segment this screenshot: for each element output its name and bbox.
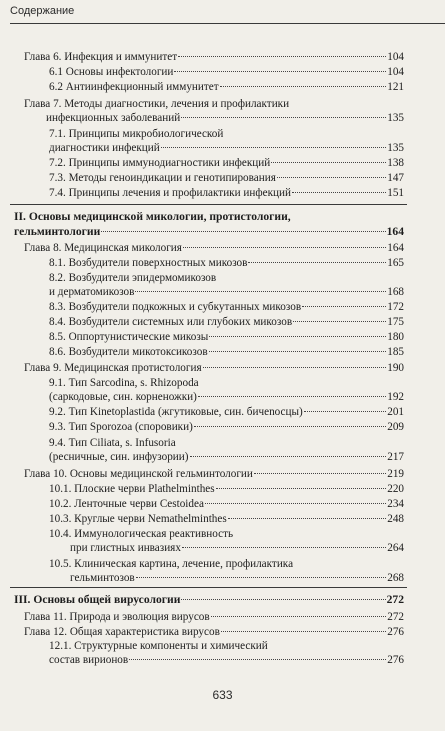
toc-entry[interactable]	[49, 420, 404, 434]
toc-page: 234	[387, 498, 404, 510]
toc-entry[interactable]	[24, 625, 404, 639]
toc-title: гельминтологии	[14, 225, 101, 238]
toc-title: гельминтозов	[70, 572, 135, 584]
toc-page: 138	[387, 157, 404, 169]
toc-title: 7.3. Методы геноиндикации и генотипирования	[49, 172, 276, 184]
toc-page: 192	[387, 391, 404, 403]
toc-entry[interactable]	[24, 610, 404, 624]
toc-title: Глава 11. Природа и эволюция вирусов	[24, 611, 210, 623]
toc-page: 165	[387, 257, 404, 269]
toc-entry[interactable]	[49, 330, 404, 344]
toc-title: 10.2. Ленточные черви Cestoidea	[49, 498, 204, 510]
leader-dots	[304, 411, 386, 412]
toc-page: 268	[387, 572, 404, 584]
leader-dots	[302, 306, 386, 307]
toc-title: 9.3. Тип Sporozoa (споровики)	[49, 421, 193, 433]
toc-page: 104	[387, 51, 404, 63]
toc-page: 220	[387, 483, 404, 495]
toc-title: Глава 9. Медицинская протистология	[24, 362, 202, 374]
toc-entry[interactable]	[49, 256, 404, 270]
toc-page: 172	[387, 301, 404, 313]
leader-dots	[198, 396, 386, 397]
leader-dots	[190, 456, 387, 457]
leader-dots	[174, 71, 386, 72]
toc-entry[interactable]	[49, 285, 404, 299]
toc-entry[interactable]	[49, 390, 404, 404]
toc-entry[interactable]	[49, 450, 404, 464]
leader-dots	[216, 488, 387, 489]
leader-dots	[129, 659, 386, 660]
toc-title: 6.1 Основы инфектологии	[49, 66, 174, 78]
leader-dots	[220, 86, 387, 87]
toc-title: при глистных инвазиях	[70, 542, 181, 554]
toc-entry[interactable]	[49, 482, 404, 496]
toc-page: 121	[387, 81, 404, 93]
toc-title: 8.3. Возбудители подкожных и субкутанных микозов	[49, 301, 302, 313]
toc-page: 151	[387, 187, 404, 199]
toc-title-line: 10.5. Клиническая картина, лечение, профилактика	[49, 558, 294, 570]
toc-title: III. Основы общей вирусологии	[14, 593, 181, 606]
toc-entry[interactable]	[49, 141, 404, 155]
toc-title: инфекционных заболеваний	[46, 112, 181, 124]
toc-page: 217	[387, 451, 404, 463]
toc-page: 219	[387, 468, 404, 480]
toc-page: 276	[387, 654, 404, 666]
toc-page: 168	[387, 286, 404, 298]
leader-dots	[228, 518, 386, 519]
leader-dots	[136, 577, 387, 578]
leader-dots	[194, 426, 386, 427]
toc-entry[interactable]	[49, 65, 404, 79]
toc-title: Глава 12. Общая характеристика вирусов	[24, 626, 220, 638]
part-title-line: II. Основы медицинской микологии, протистологии,	[14, 210, 291, 223]
section-separator	[10, 204, 407, 205]
toc-entry[interactable]	[46, 111, 404, 125]
toc-title: диагностики инфекций	[49, 142, 160, 154]
toc-page: 190	[387, 362, 404, 374]
toc-title: 8.5. Оппортунистические микозы	[49, 331, 209, 343]
page-number: 633	[212, 688, 233, 702]
leader-dots	[221, 631, 386, 632]
leader-dots	[271, 162, 386, 163]
toc-title: 6.2 Антиинфекционный иммунитет	[49, 81, 219, 93]
toc-title-line: 9.4. Тип Ciliata, s. Infusoria	[49, 437, 176, 449]
leader-dots	[135, 291, 386, 292]
leader-dots	[183, 247, 386, 248]
toc-page: 164	[387, 242, 404, 254]
toc-title: 8.4. Возбудители системных или глубоких микозов	[49, 316, 293, 328]
leader-dots	[181, 599, 385, 600]
toc-entry[interactable]	[49, 512, 404, 526]
toc-page: 164	[386, 225, 404, 238]
toc-page: 175	[387, 316, 404, 328]
toc-title-line: 10.4. Иммунологическая реактивность	[49, 528, 234, 540]
toc-page: 272	[387, 611, 404, 623]
toc-entry[interactable]	[49, 186, 404, 200]
toc-title-line: 8.2. Возбудители эпидермомикозов	[49, 272, 217, 284]
leader-dots	[292, 192, 386, 193]
toc-page: 209	[387, 421, 404, 433]
toc-entry[interactable]	[24, 467, 404, 481]
toc-title: 8.6. Возбудители микотоксикозов	[49, 346, 208, 358]
leader-dots	[161, 147, 386, 148]
leader-dots	[178, 56, 386, 57]
leader-dots	[277, 177, 386, 178]
header-rule	[10, 23, 445, 24]
toc-title: 10.3. Круглые черви Nemathelminthes	[49, 513, 227, 525]
toc-entry[interactable]	[49, 405, 404, 419]
leader-dots	[203, 367, 387, 368]
toc-page: 104	[387, 66, 404, 78]
leader-dots	[101, 231, 385, 232]
toc-title: Глава 6. Инфекция и иммунитет	[24, 51, 178, 63]
toc-title-line: 9.1. Тип Sarcodina, s. Rhizopoda	[49, 377, 199, 389]
toc-title: 9.2. Тип Kinetoplastida (жгутиковые, син. бичеnосцы)	[49, 406, 303, 418]
toc-page: 272	[386, 593, 404, 606]
toc-page: 248	[387, 513, 404, 525]
toc-entry[interactable]	[24, 50, 404, 64]
toc-title-line: 7.1. Принципы микробиологической	[49, 128, 224, 140]
leader-dots	[209, 351, 387, 352]
toc-entry[interactable]	[49, 345, 404, 359]
toc-entry-part[interactable]	[14, 593, 404, 607]
toc-title: состав вирионов	[49, 654, 129, 666]
leader-dots	[182, 547, 386, 548]
toc-page: 147	[387, 172, 404, 184]
toc-entry-part[interactable]	[14, 225, 404, 239]
toc-entry[interactable]	[70, 541, 404, 555]
toc-entry[interactable]	[70, 571, 404, 585]
section-separator	[10, 587, 407, 588]
toc-title: и дерматомикозов	[49, 286, 135, 298]
toc-entry[interactable]	[49, 156, 404, 170]
toc-entry[interactable]	[24, 241, 404, 255]
toc-page: 185	[387, 346, 404, 358]
toc-entry[interactable]	[49, 300, 404, 314]
toc-page: 180	[387, 331, 404, 343]
leader-dots	[205, 503, 386, 504]
toc-entry[interactable]	[49, 315, 404, 329]
leader-dots	[254, 473, 386, 474]
leader-dots	[248, 262, 386, 263]
leader-dots	[293, 321, 386, 322]
toc-title-line: Глава 7. Методы диагностики, лечения и профилактики	[24, 98, 290, 110]
toc-title: 10.1. Плоские черви Plathelminthes	[49, 483, 215, 495]
running-header: Содержание	[10, 5, 75, 17]
toc-page: 135	[387, 112, 404, 124]
toc-title: 7.4. Принципы лечения и профилактики инфекций	[49, 187, 291, 199]
toc-entry[interactable]	[49, 171, 404, 185]
toc-title: 7.2. Принципы иммунодиагностики инфекций	[49, 157, 271, 169]
toc-entry[interactable]	[49, 497, 404, 511]
toc-page: 135	[387, 142, 404, 154]
toc-title: 8.1. Возбудители поверхностных микозов	[49, 257, 248, 269]
toc-entry[interactable]	[49, 80, 404, 94]
leader-dots	[211, 616, 387, 617]
leader-dots	[181, 117, 386, 118]
toc-page: 264	[387, 542, 404, 554]
toc-title: Глава 10. Основы медицинской гельминтологии	[24, 468, 253, 480]
toc-entry[interactable]	[49, 653, 404, 667]
toc-entry[interactable]	[24, 361, 404, 375]
toc-page: 276	[387, 626, 404, 638]
toc-title: Глава 8. Медицинская микология	[24, 242, 182, 254]
toc-title: (саркодовые, син. корненожки)	[49, 391, 197, 403]
toc-title: (ресничные, син. инфузории)	[49, 451, 189, 463]
toc-title-line: 12.1. Структурные компоненты и химический	[49, 640, 268, 652]
leader-dots	[209, 336, 386, 337]
toc-page: 201	[387, 406, 404, 418]
